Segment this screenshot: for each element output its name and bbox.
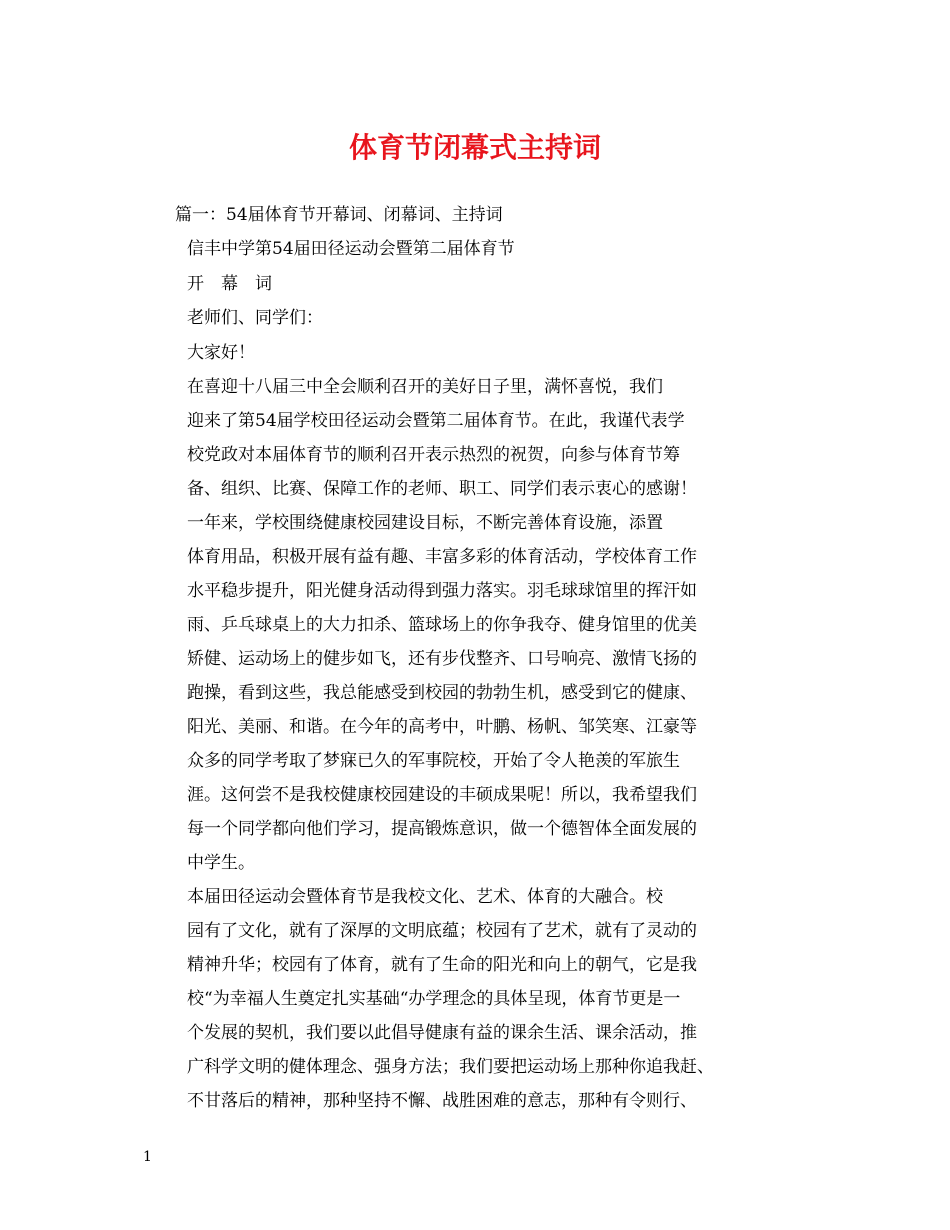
paragraph-line: 大家好！ — [187, 343, 255, 363]
paragraph-line: 不甘落后的精神，那种坚持不懈、战胜困难的意志，那种有令则行、 — [187, 1091, 697, 1111]
paragraph-line: 校党政对本届体育节的顺利召开表示热烈的祝贺，向参与体育节筹 — [187, 445, 680, 465]
page-number: 1 — [143, 1149, 152, 1165]
paragraph-line: 园有了文化，就有了深厚的文明底蕴；校园有了艺术，就有了灵动的 — [187, 921, 697, 941]
paragraph-line: 阳光、美丽、和谐。在今年的高考中，叶鹏、杨帆、邹笑寒、江豪等 — [187, 717, 697, 737]
paragraph-line: 精神升华；校园有了体育，就有了生命的阳光和向上的朝气，它是我 — [187, 955, 697, 975]
paragraph-line: 众多的同学考取了梦寐已久的军事院校，开始了令人艳羡的军旅生 — [187, 751, 680, 771]
paragraph-line: 跑操，看到这些，我总能感受到校园的勃勃生机，感受到它的健康、 — [187, 683, 697, 703]
paragraph-line: 雨、乒乓球桌上的大力扣杀、篮球场上的你争我夺、健身馆里的优美 — [187, 615, 697, 635]
paragraph-line: 在喜迎十八届三中全会顺利召开的美好日子里，满怀喜悦，我们 — [187, 377, 663, 397]
paragraph-line: 一年来，学校围绕健康校园建设目标，不断完善体育设施，添置 — [187, 513, 663, 533]
paragraph-line: 广科学文明的健体理念、强身方法；我们要把运动场上那种你追我赶、 — [187, 1057, 714, 1077]
paragraph-line: 校“为幸福人生奠定扎实基础“办学理念的具体呈现，体育节更是一 — [187, 989, 681, 1009]
document-title: 体育节闭幕式主持词 — [348, 131, 601, 164]
paragraph-line: 中学生。 — [187, 853, 255, 873]
paragraph-line: 开 幕 词 — [187, 274, 272, 294]
paragraph-line: 迎来了第54届学校田径运动会暨第二届体育节。在此，我谨代表学 — [187, 411, 685, 431]
paragraph-line: 备、组织、比赛、保障工作的老师、职工、同学们表示衷心的感谢！ — [187, 479, 697, 499]
paragraph-line: 水平稳步提升，阳光健身活动得到强力落实。羽毛球球馆里的挥汗如 — [187, 581, 697, 601]
paragraph-line: 每一个同学都向他们学习，提高锻炼意识，做一个德智体全面发展的 — [187, 819, 697, 839]
paragraph-line: 涯。这何尝不是我校健康校园建设的丰硕成果呢！所以，我希望我们 — [187, 785, 697, 805]
paragraph-line: 本届田径运动会暨体育节是我校文化、艺术、体育的大融合。校 — [187, 887, 663, 907]
paragraph-line: 篇一：54届体育节开幕词、闭幕词、主持词 — [175, 205, 503, 225]
paragraph-line: 个发展的契机，我们要以此倡导健康有益的课余生活、课余活动，推 — [187, 1023, 697, 1043]
paragraph-line: 老师们、同学们： — [187, 308, 323, 328]
paragraph-line: 体育用品，积极开展有益有趣、丰富多彩的体育活动，学校体育工作 — [187, 547, 697, 567]
paragraph-line: 信丰中学第54届田径运动会暨第二届体育节 — [187, 239, 515, 259]
paragraph-line: 矫健、运动场上的健步如飞，还有步伐整齐、口号响亮、激情飞扬的 — [187, 649, 697, 669]
